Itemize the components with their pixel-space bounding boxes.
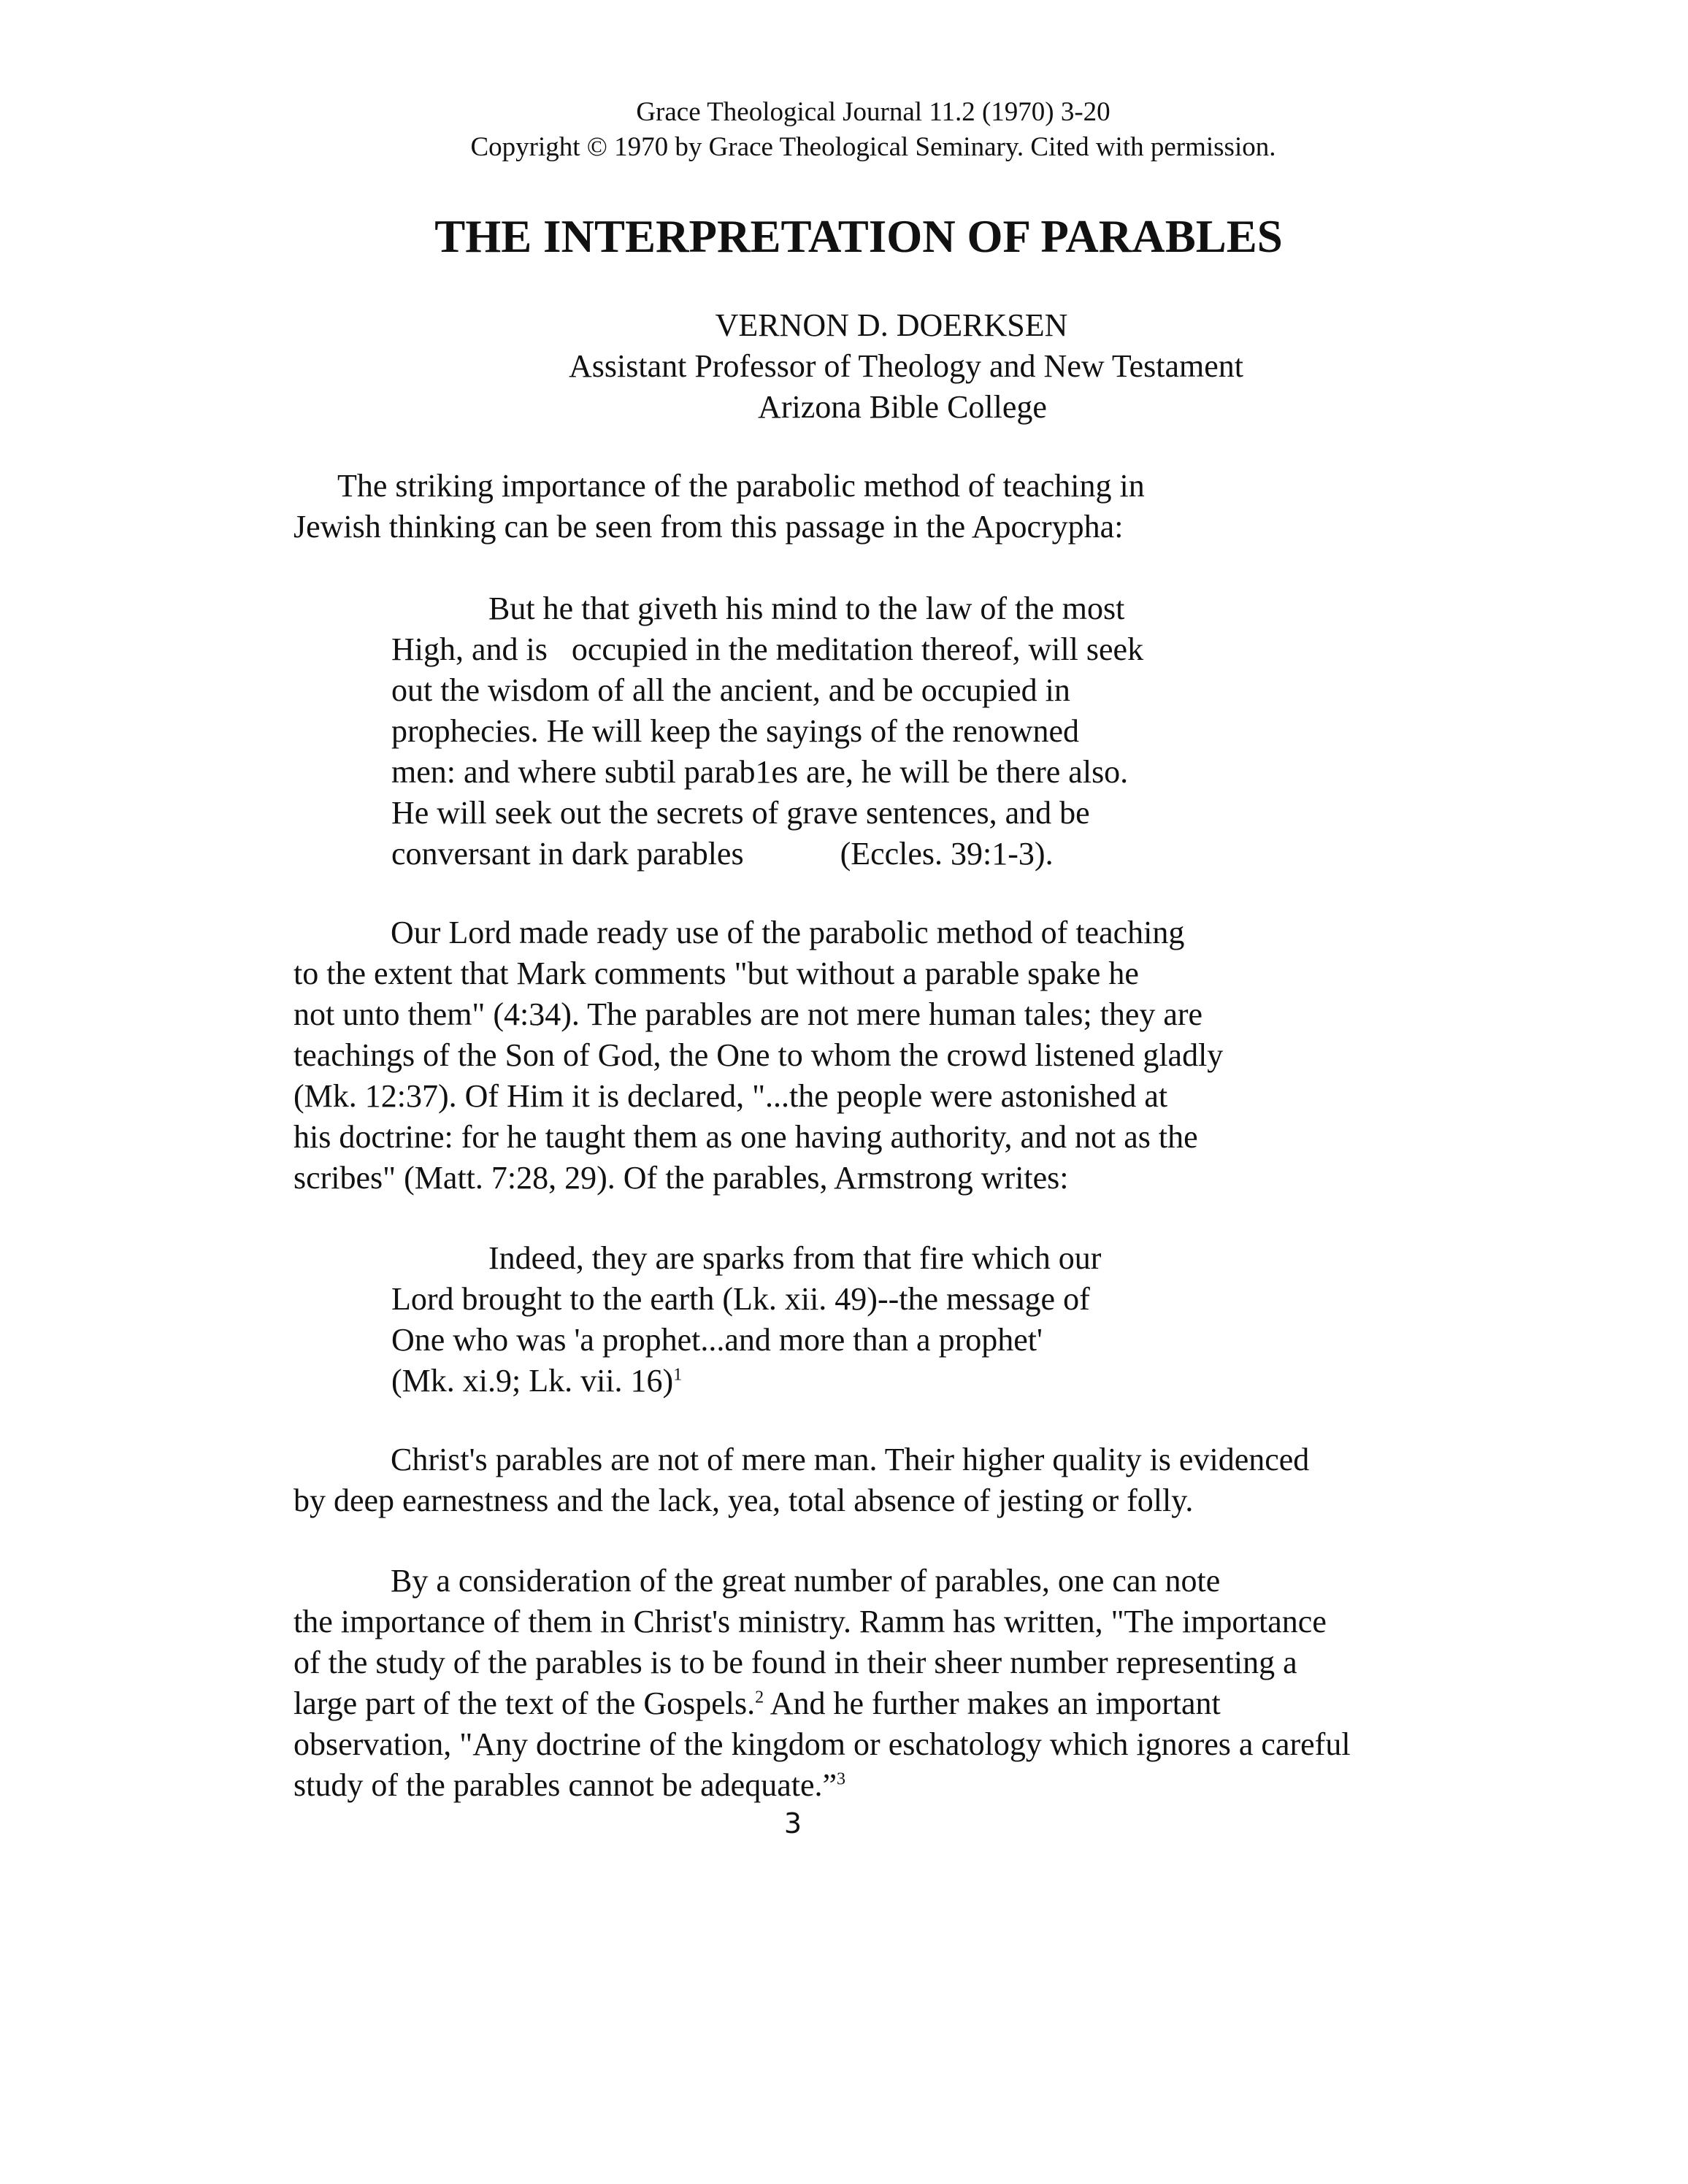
author-name: VERNON D. DOERKSEN xyxy=(715,307,1068,343)
paragraph-line: The striking importance of the parabolic method of teaching in xyxy=(337,468,1145,504)
paragraph-line: by deep earnestness and the lack, yea, total absence of jesting or folly. xyxy=(294,1483,1194,1518)
paragraph-line: his doctrine: for he taught them as one having authority, and not as the xyxy=(294,1119,1198,1155)
paragraph-line: teachings of the Son of God, the One to whom the crowd listened gladly xyxy=(294,1037,1224,1073)
quote-line: prophecies. He will keep the sayings of the renowned xyxy=(391,713,1080,749)
footnote-ref-3: 3 xyxy=(837,1769,846,1789)
paragraph-text: And he further makes an important xyxy=(764,1685,1221,1721)
quote-line: One who was 'a prophet...and more than a prophet' xyxy=(391,1322,1043,1358)
paragraph-intro xyxy=(294,466,1476,547)
paragraph-line: By a consideration of the great number of parables, one can note xyxy=(391,1563,1221,1599)
paragraph-line: scribes" (Matt. 7:28, 29). Of the parables, Armstrong writes: xyxy=(294,1160,1069,1196)
quote-line: Indeed, they are sparks from that fire which our xyxy=(488,1240,1102,1276)
journal-header xyxy=(0,95,1688,165)
paragraph-line: to the extent that Mark comments "but without a parable spake he xyxy=(294,956,1139,991)
quote-line: men: and where subtil parab1es are, he will be there also. xyxy=(391,754,1129,790)
quote-line: conversant in dark parables (Eccles. 39:1-3). xyxy=(391,836,1054,872)
quote-line: High, and is occupied in the meditation thereof, will seek xyxy=(391,631,1144,667)
paragraph-text: study of the parables cannot be adequate.” xyxy=(294,1767,837,1803)
journal-citation: Grace Theological Journal 11.2 (1970) 3-20 xyxy=(636,97,1110,127)
quote-line: He will seek out the secrets of grave sentences, and be xyxy=(391,795,1090,831)
paragraph-christ-parables xyxy=(294,1439,1476,1521)
page-number: 3 xyxy=(783,1807,802,1839)
footnote-ref-2: 2 xyxy=(755,1688,764,1707)
author-block xyxy=(0,305,1688,428)
quote-line xyxy=(391,1361,1340,1401)
paragraph-line: of the study of the parables is to be found in their sheer number representing a xyxy=(294,1645,1297,1680)
paragraph-lord-teaching xyxy=(294,912,1476,1199)
quote-line: But he that giveth his mind to the law of the most xyxy=(488,591,1125,626)
block-quote-ecclesiasticus xyxy=(391,588,1340,874)
paragraph-line: not unto them" (4:34). The parables are not mere human tales; they are xyxy=(294,996,1203,1032)
quote-line: Lord brought to the earth (Lk. xii. 49)--the message of xyxy=(391,1281,1090,1317)
author-institution: Arizona Bible College xyxy=(758,389,1047,425)
quote-text: (Mk. xi.9; Lk. vii. 16) xyxy=(391,1363,674,1399)
paragraph-line xyxy=(294,1765,1476,1806)
article-title: THE INTERPRETATION OF PARABLES xyxy=(434,211,1283,262)
paragraph-line: Our Lord made ready use of the parabolic method of teaching xyxy=(391,915,1185,950)
footnote-ref-1: 1 xyxy=(673,1365,683,1385)
paragraph-line xyxy=(294,1683,1476,1724)
paragraph-line: (Mk. 12:37). Of Him it is declared, "...the people were astonished at xyxy=(294,1078,1168,1114)
paragraph-text: large part of the text of the Gospels. xyxy=(294,1685,756,1721)
paragraph-line: the importance of them in Christ's ministry. Ramm has written, "The importance xyxy=(294,1604,1327,1639)
paragraph-line: observation, "Any doctrine of the kingdom or eschatology which ignores a careful xyxy=(294,1726,1351,1762)
block-quote-armstrong xyxy=(391,1238,1340,1401)
paragraph-ramm xyxy=(294,1561,1476,1806)
paragraph-line: Jewish thinking can be seen from this passage in the Apocrypha: xyxy=(294,509,1124,545)
author-position: Assistant Professor of Theology and New Testament xyxy=(568,348,1244,384)
quote-line: out the wisdom of all the ancient, and be occupied in xyxy=(391,672,1070,708)
paragraph-line: Christ's parables are not of mere man. Their higher quality is evidenced xyxy=(391,1442,1310,1477)
copyright-notice: Copyright © 1970 by Grace Theological Seminary. Cited with permission. xyxy=(470,132,1276,162)
